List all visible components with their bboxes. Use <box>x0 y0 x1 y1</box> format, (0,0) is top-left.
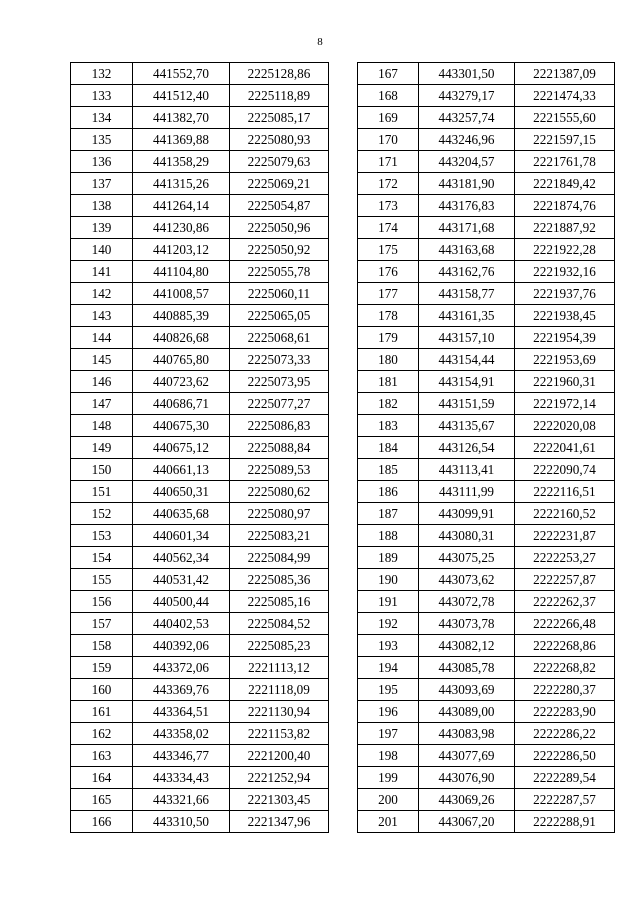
point-number-cell: 154 <box>71 547 133 569</box>
x-coordinate-cell: 440402,53 <box>133 613 230 635</box>
x-coordinate-cell: 443072,78 <box>419 591 515 613</box>
y-coordinate-cell: 2221960,31 <box>515 371 615 393</box>
x-coordinate-cell: 443301,50 <box>419 63 515 85</box>
table-row <box>358 283 615 305</box>
table-row <box>358 701 615 723</box>
point-number-cell: 150 <box>71 459 133 481</box>
y-coordinate-cell: 2222289,54 <box>515 767 615 789</box>
x-coordinate-cell: 443089,00 <box>419 701 515 723</box>
table-row <box>358 745 615 767</box>
point-number-cell: 181 <box>358 371 419 393</box>
table-row <box>358 657 615 679</box>
table-row <box>358 613 615 635</box>
x-coordinate-cell: 440650,31 <box>133 481 230 503</box>
point-number-cell: 148 <box>71 415 133 437</box>
x-coordinate-cell: 443093,69 <box>419 679 515 701</box>
x-coordinate-cell: 440392,06 <box>133 635 230 657</box>
x-coordinate-cell: 443154,91 <box>419 371 515 393</box>
y-coordinate-cell: 2222268,82 <box>515 657 615 679</box>
table-row <box>71 503 329 525</box>
x-coordinate-cell: 440562,34 <box>133 547 230 569</box>
y-coordinate-cell: 2225065,05 <box>230 305 329 327</box>
y-coordinate-cell: 2222283,90 <box>515 701 615 723</box>
point-number-cell: 201 <box>358 811 419 833</box>
point-number-cell: 173 <box>358 195 419 217</box>
table-row <box>358 569 615 591</box>
table-row <box>358 261 615 283</box>
point-number-cell: 164 <box>71 767 133 789</box>
y-coordinate-cell: 2225055,78 <box>230 261 329 283</box>
x-coordinate-cell: 443077,69 <box>419 745 515 767</box>
table-row <box>358 481 615 503</box>
table-row <box>358 217 615 239</box>
point-number-cell: 141 <box>71 261 133 283</box>
y-coordinate-cell: 2225054,87 <box>230 195 329 217</box>
table-row <box>358 635 615 657</box>
table-row <box>358 195 615 217</box>
x-coordinate-cell: 443083,98 <box>419 723 515 745</box>
y-coordinate-cell: 2222262,37 <box>515 591 615 613</box>
table-row <box>71 283 329 305</box>
x-coordinate-cell: 443157,10 <box>419 327 515 349</box>
x-coordinate-cell: 443073,78 <box>419 613 515 635</box>
y-coordinate-cell: 2225050,96 <box>230 217 329 239</box>
y-coordinate-cell: 2225128,86 <box>230 63 329 85</box>
table-row <box>71 525 329 547</box>
point-number-cell: 183 <box>358 415 419 437</box>
point-number-cell: 163 <box>71 745 133 767</box>
table-row <box>358 415 615 437</box>
table-row <box>71 723 329 745</box>
table-row <box>71 261 329 283</box>
table-row <box>71 415 329 437</box>
y-coordinate-cell: 2221938,45 <box>515 305 615 327</box>
table-row <box>71 679 329 701</box>
point-number-cell: 167 <box>358 63 419 85</box>
x-coordinate-cell: 443073,62 <box>419 569 515 591</box>
table-row <box>358 349 615 371</box>
point-number-cell: 198 <box>358 745 419 767</box>
table-row <box>358 85 615 107</box>
x-coordinate-cell: 441512,40 <box>133 85 230 107</box>
x-coordinate-cell: 443181,90 <box>419 173 515 195</box>
point-number-cell: 156 <box>71 591 133 613</box>
x-coordinate-cell: 441104,80 <box>133 261 230 283</box>
x-coordinate-cell: 443075,25 <box>419 547 515 569</box>
x-coordinate-cell: 440826,68 <box>133 327 230 349</box>
table-row <box>358 767 615 789</box>
table-body <box>358 63 615 833</box>
table-row <box>71 745 329 767</box>
y-coordinate-cell: 2222286,50 <box>515 745 615 767</box>
point-number-cell: 194 <box>358 657 419 679</box>
point-number-cell: 177 <box>358 283 419 305</box>
table-row <box>358 305 615 327</box>
y-coordinate-cell: 2222288,91 <box>515 811 615 833</box>
x-coordinate-cell: 440765,80 <box>133 349 230 371</box>
table-row <box>71 767 329 789</box>
table-row <box>71 327 329 349</box>
y-coordinate-cell: 2221922,28 <box>515 239 615 261</box>
x-coordinate-cell: 443080,31 <box>419 525 515 547</box>
point-number-cell: 191 <box>358 591 419 613</box>
x-coordinate-cell: 441369,88 <box>133 129 230 151</box>
x-coordinate-cell: 443126,54 <box>419 437 515 459</box>
page-number: 8 <box>317 36 323 48</box>
table-row <box>358 723 615 745</box>
point-number-cell: 187 <box>358 503 419 525</box>
x-coordinate-cell: 440686,71 <box>133 393 230 415</box>
point-number-cell: 193 <box>358 635 419 657</box>
point-number-cell: 143 <box>71 305 133 327</box>
table-row <box>71 305 329 327</box>
table-row <box>71 85 329 107</box>
y-coordinate-cell: 2225050,92 <box>230 239 329 261</box>
point-number-cell: 180 <box>358 349 419 371</box>
x-coordinate-cell: 443154,44 <box>419 349 515 371</box>
x-coordinate-cell: 443176,83 <box>419 195 515 217</box>
table-body <box>71 63 329 833</box>
point-number-cell: 195 <box>358 679 419 701</box>
table-row <box>71 217 329 239</box>
point-number-cell: 139 <box>71 217 133 239</box>
point-number-cell: 189 <box>358 547 419 569</box>
table-row <box>358 129 615 151</box>
x-coordinate-cell: 443151,59 <box>419 393 515 415</box>
y-coordinate-cell: 2221474,33 <box>515 85 615 107</box>
y-coordinate-cell: 2225085,16 <box>230 591 329 613</box>
y-coordinate-cell: 2221113,12 <box>230 657 329 679</box>
table-row <box>71 811 329 833</box>
x-coordinate-cell: 443257,74 <box>419 107 515 129</box>
y-coordinate-cell: 2225077,27 <box>230 393 329 415</box>
x-coordinate-cell: 443372,06 <box>133 657 230 679</box>
y-coordinate-cell: 2221761,78 <box>515 151 615 173</box>
x-coordinate-cell: 440675,12 <box>133 437 230 459</box>
y-coordinate-cell: 2222266,48 <box>515 613 615 635</box>
point-number-cell: 188 <box>358 525 419 547</box>
y-coordinate-cell: 2221387,09 <box>515 63 615 85</box>
point-number-cell: 168 <box>358 85 419 107</box>
table-row <box>71 591 329 613</box>
y-coordinate-cell: 2222041,61 <box>515 437 615 459</box>
x-coordinate-cell: 441315,26 <box>133 173 230 195</box>
table-row <box>71 481 329 503</box>
point-number-cell: 192 <box>358 613 419 635</box>
x-coordinate-cell: 443358,02 <box>133 723 230 745</box>
x-coordinate-cell: 440531,42 <box>133 569 230 591</box>
y-coordinate-cell: 2221200,40 <box>230 745 329 767</box>
point-number-cell: 153 <box>71 525 133 547</box>
y-coordinate-cell: 2222160,52 <box>515 503 615 525</box>
y-coordinate-cell: 2222231,87 <box>515 525 615 547</box>
y-coordinate-cell: 2221954,39 <box>515 327 615 349</box>
y-coordinate-cell: 2225084,99 <box>230 547 329 569</box>
y-coordinate-cell: 2221153,82 <box>230 723 329 745</box>
x-coordinate-cell: 443135,67 <box>419 415 515 437</box>
table-row <box>71 107 329 129</box>
point-number-cell: 200 <box>358 789 419 811</box>
point-number-cell: 142 <box>71 283 133 305</box>
y-coordinate-cell: 2222287,57 <box>515 789 615 811</box>
point-number-cell: 190 <box>358 569 419 591</box>
y-coordinate-cell: 2221597,15 <box>515 129 615 151</box>
x-coordinate-cell: 443113,41 <box>419 459 515 481</box>
y-coordinate-cell: 2225060,11 <box>230 283 329 305</box>
table-row <box>71 569 329 591</box>
y-coordinate-cell: 2225118,89 <box>230 85 329 107</box>
coordinates-table-right <box>357 62 615 833</box>
point-number-cell: 161 <box>71 701 133 723</box>
y-coordinate-cell: 2221347,96 <box>230 811 329 833</box>
point-number-cell: 178 <box>358 305 419 327</box>
x-coordinate-cell: 441230,86 <box>133 217 230 239</box>
table-row <box>71 437 329 459</box>
point-number-cell: 172 <box>358 173 419 195</box>
point-number-cell: 175 <box>358 239 419 261</box>
point-number-cell: 160 <box>71 679 133 701</box>
x-coordinate-cell: 440661,13 <box>133 459 230 481</box>
point-number-cell: 185 <box>358 459 419 481</box>
y-coordinate-cell: 2222268,86 <box>515 635 615 657</box>
point-number-cell: 196 <box>358 701 419 723</box>
table-row <box>358 811 615 833</box>
y-coordinate-cell: 2225083,21 <box>230 525 329 547</box>
point-number-cell: 186 <box>358 481 419 503</box>
y-coordinate-cell: 2225069,21 <box>230 173 329 195</box>
point-number-cell: 176 <box>358 261 419 283</box>
point-number-cell: 146 <box>71 371 133 393</box>
table-row <box>358 789 615 811</box>
table-row <box>358 437 615 459</box>
x-coordinate-cell: 443279,17 <box>419 85 515 107</box>
point-number-cell: 182 <box>358 393 419 415</box>
point-number-cell: 159 <box>71 657 133 679</box>
x-coordinate-cell: 440500,44 <box>133 591 230 613</box>
x-coordinate-cell: 443246,96 <box>419 129 515 151</box>
table-row <box>71 393 329 415</box>
x-coordinate-cell: 441203,12 <box>133 239 230 261</box>
table-row <box>358 63 615 85</box>
x-coordinate-cell: 443085,78 <box>419 657 515 679</box>
table-row <box>358 393 615 415</box>
y-coordinate-cell: 2221118,09 <box>230 679 329 701</box>
point-number-cell: 140 <box>71 239 133 261</box>
table-row <box>358 151 615 173</box>
table-row <box>358 459 615 481</box>
table-row <box>71 635 329 657</box>
y-coordinate-cell: 2225073,95 <box>230 371 329 393</box>
table-row <box>71 613 329 635</box>
x-coordinate-cell: 443364,51 <box>133 701 230 723</box>
point-number-cell: 149 <box>71 437 133 459</box>
y-coordinate-cell: 2221972,14 <box>515 393 615 415</box>
point-number-cell: 155 <box>71 569 133 591</box>
table-row <box>358 173 615 195</box>
y-coordinate-cell: 2225086,83 <box>230 415 329 437</box>
x-coordinate-cell: 441358,29 <box>133 151 230 173</box>
table-row <box>71 195 329 217</box>
y-coordinate-cell: 2222020,08 <box>515 415 615 437</box>
point-number-cell: 157 <box>71 613 133 635</box>
y-coordinate-cell: 2221303,45 <box>230 789 329 811</box>
point-number-cell: 170 <box>358 129 419 151</box>
table-row <box>358 503 615 525</box>
x-coordinate-cell: 443162,76 <box>419 261 515 283</box>
table-row <box>71 701 329 723</box>
y-coordinate-cell: 2222090,74 <box>515 459 615 481</box>
point-number-cell: 137 <box>71 173 133 195</box>
table-row <box>71 371 329 393</box>
y-coordinate-cell: 2225080,97 <box>230 503 329 525</box>
point-number-cell: 145 <box>71 349 133 371</box>
table-row <box>71 349 329 371</box>
table-row <box>358 107 615 129</box>
y-coordinate-cell: 2225073,33 <box>230 349 329 371</box>
point-number-cell: 179 <box>358 327 419 349</box>
y-coordinate-cell: 2225084,52 <box>230 613 329 635</box>
point-number-cell: 165 <box>71 789 133 811</box>
y-coordinate-cell: 2222116,51 <box>515 481 615 503</box>
table-row <box>71 151 329 173</box>
x-coordinate-cell: 440885,39 <box>133 305 230 327</box>
table-row <box>71 657 329 679</box>
y-coordinate-cell: 2225079,63 <box>230 151 329 173</box>
x-coordinate-cell: 441264,14 <box>133 195 230 217</box>
x-coordinate-cell: 441008,57 <box>133 283 230 305</box>
x-coordinate-cell: 443163,68 <box>419 239 515 261</box>
x-coordinate-cell: 440635,68 <box>133 503 230 525</box>
point-number-cell: 147 <box>71 393 133 415</box>
y-coordinate-cell: 2225088,84 <box>230 437 329 459</box>
y-coordinate-cell: 2221953,69 <box>515 349 615 371</box>
table-row <box>358 371 615 393</box>
y-coordinate-cell: 2225080,62 <box>230 481 329 503</box>
point-number-cell: 162 <box>71 723 133 745</box>
table-row <box>71 173 329 195</box>
table-row <box>358 547 615 569</box>
x-coordinate-cell: 443161,35 <box>419 305 515 327</box>
y-coordinate-cell: 2222280,37 <box>515 679 615 701</box>
point-number-cell: 151 <box>71 481 133 503</box>
x-coordinate-cell: 443346,77 <box>133 745 230 767</box>
y-coordinate-cell: 2222286,22 <box>515 723 615 745</box>
x-coordinate-cell: 443076,90 <box>419 767 515 789</box>
point-number-cell: 136 <box>71 151 133 173</box>
point-number-cell: 138 <box>71 195 133 217</box>
point-number-cell: 171 <box>358 151 419 173</box>
table-row <box>358 327 615 349</box>
x-coordinate-cell: 443204,57 <box>419 151 515 173</box>
point-number-cell: 158 <box>71 635 133 657</box>
x-coordinate-cell: 443310,50 <box>133 811 230 833</box>
table-row <box>71 547 329 569</box>
point-number-cell: 169 <box>358 107 419 129</box>
x-coordinate-cell: 440601,34 <box>133 525 230 547</box>
y-coordinate-cell: 2222253,27 <box>515 547 615 569</box>
y-coordinate-cell: 2225080,93 <box>230 129 329 151</box>
x-coordinate-cell: 440723,62 <box>133 371 230 393</box>
y-coordinate-cell: 2221932,16 <box>515 261 615 283</box>
x-coordinate-cell: 440675,30 <box>133 415 230 437</box>
x-coordinate-cell: 443099,91 <box>419 503 515 525</box>
x-coordinate-cell: 443321,66 <box>133 789 230 811</box>
x-coordinate-cell: 443171,68 <box>419 217 515 239</box>
x-coordinate-cell: 443082,12 <box>419 635 515 657</box>
point-number-cell: 132 <box>71 63 133 85</box>
coordinates-table-left <box>70 62 329 833</box>
y-coordinate-cell: 2222257,87 <box>515 569 615 591</box>
x-coordinate-cell: 443334,43 <box>133 767 230 789</box>
point-number-cell: 174 <box>358 217 419 239</box>
x-coordinate-cell: 443069,26 <box>419 789 515 811</box>
table-row <box>71 63 329 85</box>
point-number-cell: 133 <box>71 85 133 107</box>
x-coordinate-cell: 443111,99 <box>419 481 515 503</box>
x-coordinate-cell: 443067,20 <box>419 811 515 833</box>
table-row <box>71 789 329 811</box>
y-coordinate-cell: 2225085,17 <box>230 107 329 129</box>
point-number-cell: 197 <box>358 723 419 745</box>
y-coordinate-cell: 2225085,23 <box>230 635 329 657</box>
x-coordinate-cell: 443158,77 <box>419 283 515 305</box>
point-number-cell: 135 <box>71 129 133 151</box>
x-coordinate-cell: 441382,70 <box>133 107 230 129</box>
table-row <box>358 591 615 613</box>
y-coordinate-cell: 2221874,76 <box>515 195 615 217</box>
table-row <box>71 129 329 151</box>
y-coordinate-cell: 2225089,53 <box>230 459 329 481</box>
y-coordinate-cell: 2221555,60 <box>515 107 615 129</box>
x-coordinate-cell: 443369,76 <box>133 679 230 701</box>
y-coordinate-cell: 2221887,92 <box>515 217 615 239</box>
y-coordinate-cell: 2221849,42 <box>515 173 615 195</box>
y-coordinate-cell: 2221937,76 <box>515 283 615 305</box>
point-number-cell: 152 <box>71 503 133 525</box>
table-row <box>71 239 329 261</box>
point-number-cell: 199 <box>358 767 419 789</box>
table-row <box>358 525 615 547</box>
point-number-cell: 166 <box>71 811 133 833</box>
table-row <box>358 679 615 701</box>
table-row <box>358 239 615 261</box>
y-coordinate-cell: 2221130,94 <box>230 701 329 723</box>
point-number-cell: 144 <box>71 327 133 349</box>
y-coordinate-cell: 2221252,94 <box>230 767 329 789</box>
point-number-cell: 184 <box>358 437 419 459</box>
x-coordinate-cell: 441552,70 <box>133 63 230 85</box>
point-number-cell: 134 <box>71 107 133 129</box>
y-coordinate-cell: 2225085,36 <box>230 569 329 591</box>
table-row <box>71 459 329 481</box>
y-coordinate-cell: 2225068,61 <box>230 327 329 349</box>
